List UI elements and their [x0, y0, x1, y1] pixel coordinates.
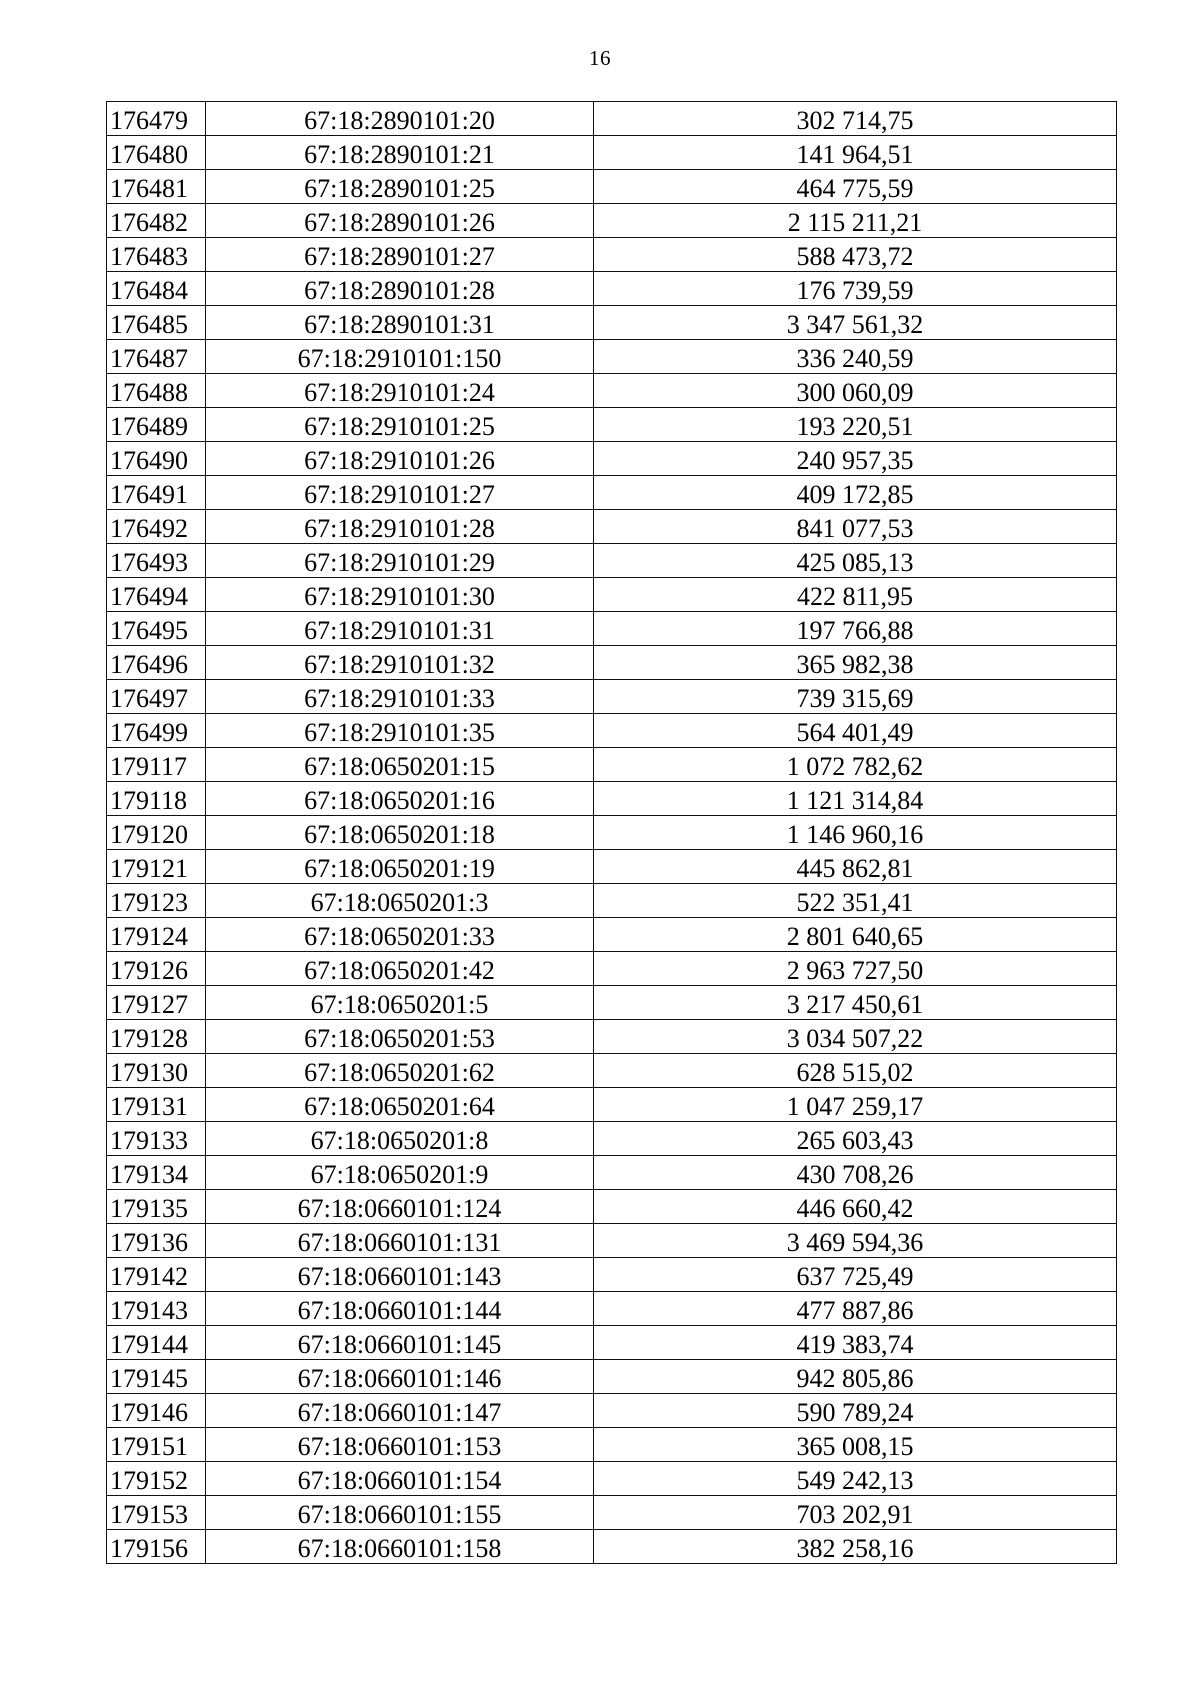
cadastral-value-cell: 430 708,26 — [594, 1156, 1117, 1190]
row-number-cell: 179134 — [107, 1156, 206, 1190]
table-row — [107, 646, 1117, 680]
table-row — [107, 1190, 1117, 1224]
cadastral-number-cell: 67:18:0650201:64 — [206, 1088, 594, 1122]
row-number-cell: 179128 — [107, 1020, 206, 1054]
row-number-cell: 179151 — [107, 1428, 206, 1462]
cadastral-value-cell: 446 660,42 — [594, 1190, 1117, 1224]
cadastral-value-cell: 365 008,15 — [594, 1428, 1117, 1462]
cadastral-number-cell: 67:18:2890101:28 — [206, 272, 594, 306]
row-number-cell: 176493 — [107, 544, 206, 578]
cadastral-value-cell: 382 258,16 — [594, 1530, 1117, 1564]
cadastral-number-cell: 67:18:2910101:27 — [206, 476, 594, 510]
cadastral-value-cell: 2 115 211,21 — [594, 204, 1117, 238]
cadastral-value-cell: 419 383,74 — [594, 1326, 1117, 1360]
cadastral-number-cell: 67:18:2910101:150 — [206, 340, 594, 374]
cadastral-value-cell: 193 220,51 — [594, 408, 1117, 442]
row-number-cell: 179153 — [107, 1496, 206, 1530]
cadastral-number-cell: 67:18:2910101:35 — [206, 714, 594, 748]
table-row — [107, 850, 1117, 884]
row-number-cell: 176487 — [107, 340, 206, 374]
table-row — [107, 782, 1117, 816]
cadastral-value-cell: 176 739,59 — [594, 272, 1117, 306]
cadastral-value-cell: 300 060,09 — [594, 374, 1117, 408]
table-row — [107, 476, 1117, 510]
table-row — [107, 1462, 1117, 1496]
cadastral-value-cell: 1 047 259,17 — [594, 1088, 1117, 1122]
cadastral-number-cell: 67:18:0650201:19 — [206, 850, 594, 884]
table-row — [107, 714, 1117, 748]
cadastral-number-cell: 67:18:2910101:26 — [206, 442, 594, 476]
cadastral-value-cell: 3 034 507,22 — [594, 1020, 1117, 1054]
cadastral-value-cell: 240 957,35 — [594, 442, 1117, 476]
cadastral-number-cell: 67:18:2890101:20 — [206, 102, 594, 136]
cadastral-value-cell: 265 603,43 — [594, 1122, 1117, 1156]
cadastral-number-cell: 67:18:0650201:16 — [206, 782, 594, 816]
cadastral-number-cell: 67:18:0660101:144 — [206, 1292, 594, 1326]
cadastral-number-cell: 67:18:0650201:3 — [206, 884, 594, 918]
cadastral-number-cell: 67:18:0660101:124 — [206, 1190, 594, 1224]
row-number-cell: 176481 — [107, 170, 206, 204]
cadastral-value-cell: 703 202,91 — [594, 1496, 1117, 1530]
table-row — [107, 1292, 1117, 1326]
row-number-cell: 179136 — [107, 1224, 206, 1258]
row-number-cell: 176492 — [107, 510, 206, 544]
table-row — [107, 238, 1117, 272]
row-number-cell: 176489 — [107, 408, 206, 442]
cadastral-value-cell: 739 315,69 — [594, 680, 1117, 714]
table-row — [107, 544, 1117, 578]
cadastral-number-cell: 67:18:0660101:153 — [206, 1428, 594, 1462]
table-row — [107, 884, 1117, 918]
table-row — [107, 102, 1117, 136]
cadastral-number-cell: 67:18:0650201:5 — [206, 986, 594, 1020]
table-row — [107, 1122, 1117, 1156]
table-row — [107, 1156, 1117, 1190]
row-number-cell: 176480 — [107, 136, 206, 170]
table-row — [107, 442, 1117, 476]
cadastral-number-cell: 67:18:0650201:53 — [206, 1020, 594, 1054]
cadastral-number-cell: 67:18:2890101:27 — [206, 238, 594, 272]
cadastral-number-cell: 67:18:2910101:28 — [206, 510, 594, 544]
table-row — [107, 374, 1117, 408]
cadastral-value-cell: 522 351,41 — [594, 884, 1117, 918]
row-number-cell: 176484 — [107, 272, 206, 306]
table-row — [107, 510, 1117, 544]
table-row — [107, 136, 1117, 170]
cadastral-value-cell: 197 766,88 — [594, 612, 1117, 646]
row-number-cell: 176495 — [107, 612, 206, 646]
cadastral-value-cell: 1 146 960,16 — [594, 816, 1117, 850]
row-number-cell: 176482 — [107, 204, 206, 238]
row-number-cell: 179120 — [107, 816, 206, 850]
cadastral-number-cell: 67:18:0650201:8 — [206, 1122, 594, 1156]
cadastral-number-cell: 67:18:2910101:25 — [206, 408, 594, 442]
cadastral-number-cell: 67:18:0650201:33 — [206, 918, 594, 952]
row-number-cell: 176494 — [107, 578, 206, 612]
table-row — [107, 986, 1117, 1020]
row-number-cell: 179127 — [107, 986, 206, 1020]
table-row — [107, 1530, 1117, 1564]
row-number-cell: 176479 — [107, 102, 206, 136]
table-row — [107, 918, 1117, 952]
cadastral-number-cell: 67:18:2890101:26 — [206, 204, 594, 238]
table-row — [107, 408, 1117, 442]
row-number-cell: 176499 — [107, 714, 206, 748]
cadastral-value-cell: 637 725,49 — [594, 1258, 1117, 1292]
table-row — [107, 1360, 1117, 1394]
cadastral-number-cell: 67:18:0660101:131 — [206, 1224, 594, 1258]
row-number-cell: 179121 — [107, 850, 206, 884]
cadastral-number-cell: 67:18:0660101:155 — [206, 1496, 594, 1530]
cadastral-value-cell: 2 963 727,50 — [594, 952, 1117, 986]
table-row — [107, 272, 1117, 306]
cadastral-number-cell: 67:18:2910101:32 — [206, 646, 594, 680]
table-row — [107, 680, 1117, 714]
table-row — [107, 748, 1117, 782]
cadastral-value-cell: 628 515,02 — [594, 1054, 1117, 1088]
table-row — [107, 170, 1117, 204]
table-body — [107, 102, 1117, 1564]
row-number-cell: 179133 — [107, 1122, 206, 1156]
cadastral-number-cell: 67:18:0660101:145 — [206, 1326, 594, 1360]
cadastral-number-cell: 67:18:0650201:42 — [206, 952, 594, 986]
cadastral-value-cell: 3 347 561,32 — [594, 306, 1117, 340]
cadastral-value-cell: 1 072 782,62 — [594, 748, 1117, 782]
row-number-cell: 179124 — [107, 918, 206, 952]
cadastral-number-cell: 67:18:2890101:31 — [206, 306, 594, 340]
cadastral-number-cell: 67:18:0660101:158 — [206, 1530, 594, 1564]
table-row — [107, 1054, 1117, 1088]
table-row — [107, 204, 1117, 238]
row-number-cell: 179143 — [107, 1292, 206, 1326]
row-number-cell: 179135 — [107, 1190, 206, 1224]
row-number-cell: 176497 — [107, 680, 206, 714]
table-row — [107, 1326, 1117, 1360]
table-row — [107, 1428, 1117, 1462]
row-number-cell: 179117 — [107, 748, 206, 782]
cadastral-value-cell: 590 789,24 — [594, 1394, 1117, 1428]
row-number-cell: 176485 — [107, 306, 206, 340]
row-number-cell: 179152 — [107, 1462, 206, 1496]
table-row — [107, 1224, 1117, 1258]
cadastral-value-cell: 841 077,53 — [594, 510, 1117, 544]
table-row — [107, 1394, 1117, 1428]
cadastral-number-cell: 67:18:0650201:15 — [206, 748, 594, 782]
cadastral-number-cell: 67:18:2910101:31 — [206, 612, 594, 646]
table-row — [107, 612, 1117, 646]
row-number-cell: 179145 — [107, 1360, 206, 1394]
cadastral-number-cell: 67:18:0660101:146 — [206, 1360, 594, 1394]
cadastral-number-cell: 67:18:0660101:147 — [206, 1394, 594, 1428]
table-row — [107, 952, 1117, 986]
table-row — [107, 1020, 1117, 1054]
row-number-cell: 176491 — [107, 476, 206, 510]
table-row — [107, 1496, 1117, 1530]
row-number-cell: 179126 — [107, 952, 206, 986]
row-number-cell: 179156 — [107, 1530, 206, 1564]
cadastral-value-cell: 2 801 640,65 — [594, 918, 1117, 952]
cadastral-value-cell: 422 811,95 — [594, 578, 1117, 612]
table-row — [107, 306, 1117, 340]
cadastral-value-cell: 365 982,38 — [594, 646, 1117, 680]
cadastral-value-cell: 588 473,72 — [594, 238, 1117, 272]
table-row — [107, 340, 1117, 374]
table-row — [107, 1258, 1117, 1292]
cadastral-number-cell: 67:18:0650201:18 — [206, 816, 594, 850]
cadastral-value-cell: 549 242,13 — [594, 1462, 1117, 1496]
cadastral-number-cell: 67:18:0650201:62 — [206, 1054, 594, 1088]
cadastral-number-cell: 67:18:0660101:154 — [206, 1462, 594, 1496]
cadastral-value-cell: 409 172,85 — [594, 476, 1117, 510]
cadastral-value-cell: 1 121 314,84 — [594, 782, 1117, 816]
cadastral-value-cell: 336 240,59 — [594, 340, 1117, 374]
cadastral-value-cell: 3 469 594,36 — [594, 1224, 1117, 1258]
row-number-cell: 176483 — [107, 238, 206, 272]
cadastral-number-cell: 67:18:0660101:143 — [206, 1258, 594, 1292]
cadastral-number-cell: 67:18:2910101:24 — [206, 374, 594, 408]
table-row — [107, 816, 1117, 850]
cadastral-number-cell: 67:18:0650201:9 — [206, 1156, 594, 1190]
row-number-cell: 179118 — [107, 782, 206, 816]
row-number-cell: 176490 — [107, 442, 206, 476]
cadastral-number-cell: 67:18:2910101:33 — [206, 680, 594, 714]
cadastral-number-cell: 67:18:2910101:30 — [206, 578, 594, 612]
row-number-cell: 176496 — [107, 646, 206, 680]
cadastral-value-cell: 141 964,51 — [594, 136, 1117, 170]
cadastral-value-cell: 477 887,86 — [594, 1292, 1117, 1326]
cadastral-value-cell: 3 217 450,61 — [594, 986, 1117, 1020]
cadastral-value-cell: 425 085,13 — [594, 544, 1117, 578]
cadastral-value-cell: 302 714,75 — [594, 102, 1117, 136]
row-number-cell: 179130 — [107, 1054, 206, 1088]
cadastral-value-cell: 464 775,59 — [594, 170, 1117, 204]
row-number-cell: 179146 — [107, 1394, 206, 1428]
row-number-cell: 179142 — [107, 1258, 206, 1292]
cadastral-value-cell: 942 805,86 — [594, 1360, 1117, 1394]
row-number-cell: 176488 — [107, 374, 206, 408]
cadastral-value-table — [106, 101, 1117, 1564]
cadastral-value-cell: 564 401,49 — [594, 714, 1117, 748]
page-number: 16 — [589, 46, 611, 70]
cadastral-value-cell: 445 862,81 — [594, 850, 1117, 884]
row-number-cell: 179144 — [107, 1326, 206, 1360]
cadastral-number-cell: 67:18:2890101:21 — [206, 136, 594, 170]
cadastral-number-cell: 67:18:2910101:29 — [206, 544, 594, 578]
row-number-cell: 179131 — [107, 1088, 206, 1122]
table-row — [107, 1088, 1117, 1122]
row-number-cell: 179123 — [107, 884, 206, 918]
cadastral-number-cell: 67:18:2890101:25 — [206, 170, 594, 204]
table-row — [107, 578, 1117, 612]
